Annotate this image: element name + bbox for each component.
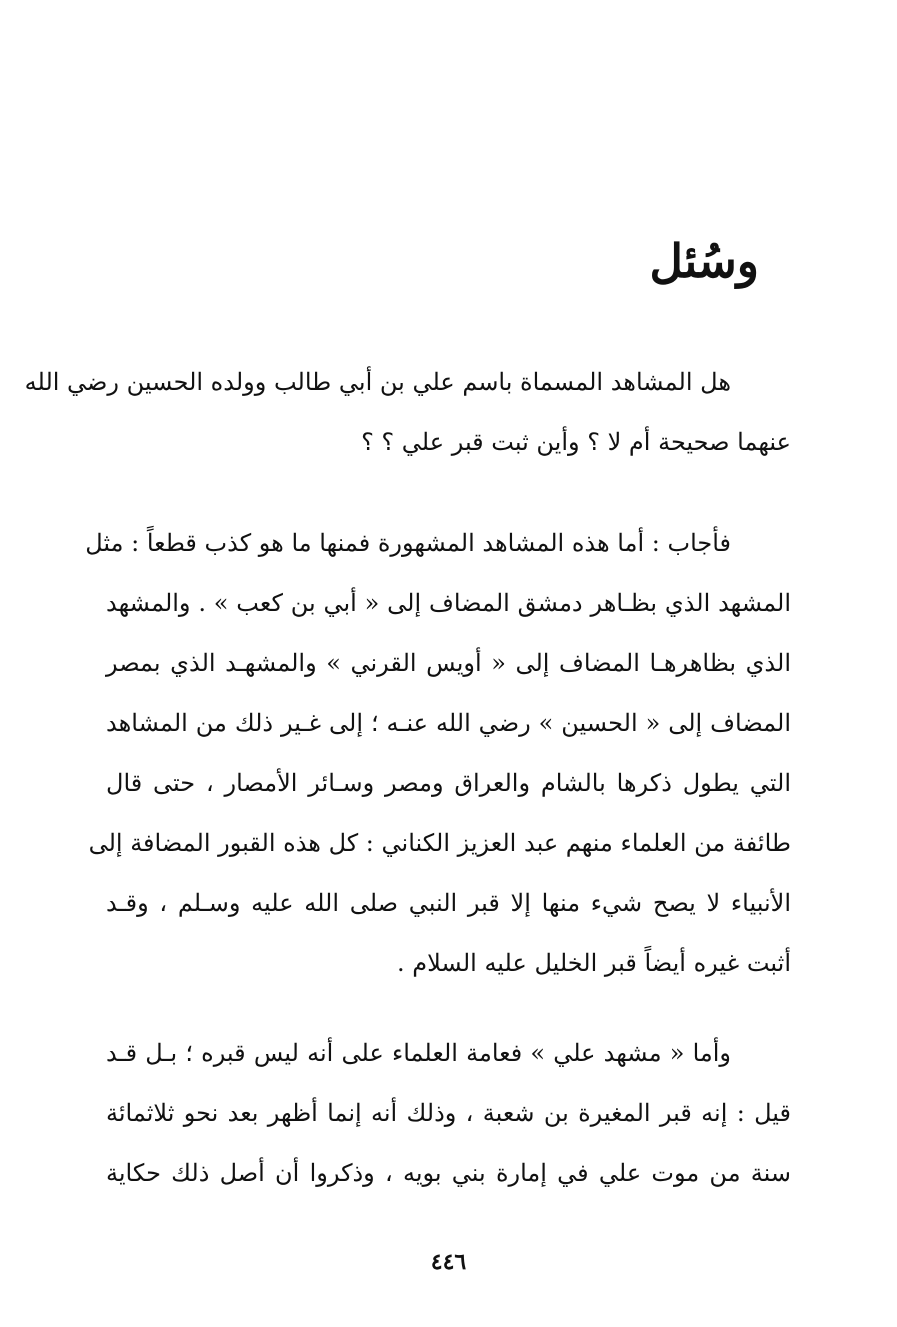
paragraph-line: وأما « مشهد علي » فعامة العلماء على أنه ليس قبره ؛ بـل قـد xyxy=(106,1039,731,1067)
question-line: عنهما صحيحة أم لا ؟ وأين ثبت قبر علي ؟ ؟ xyxy=(361,428,791,456)
ali-shrine-paragraph xyxy=(106,1023,791,1203)
answer-line: فأجاب : أما هذه المشاهد المشهورة فمنها ما هو كذب قطعاً : مثل xyxy=(85,529,731,557)
paragraph-line: سنة من موت علي في إمارة بني بويه ، وذكروا أن أصل ذلك حكاية xyxy=(106,1159,791,1187)
answer-line: أثبت غيره أيضاً قبر الخليل عليه السلام . xyxy=(396,949,791,977)
question-paragraph xyxy=(24,352,791,472)
section-heading: وسُئل xyxy=(649,234,759,288)
answer-line: الذي بظاهرهـا المضاف إلى « أويس القرني » والمشهـد الذي بمصر xyxy=(106,649,791,677)
answer-line: الأنبياء لا يصح شيء منها إلا قبر النبي صلى الله عليه وسـلم ، وقـد xyxy=(106,889,791,917)
answer-line: المضاف إلى « الحسين » رضي الله عنـه ؛ إلى غـير ذلك من المشاهد xyxy=(106,709,791,737)
paragraph-line: قيل : إنه قبر المغيرة بن شعبة ، وذلك أنه إنما أظهر بعد نحو ثلاثمائة xyxy=(106,1099,791,1127)
answer-line: المشهد الذي بظـاهر دمشق المضاف إلى « أبي بن كعب » . والمشهد xyxy=(106,589,791,617)
answer-line: التي يطول ذكرها بالشام والعراق ومصر وسـائر الأمصار ، حتى قال xyxy=(106,769,791,797)
page-number: ٤٤٦ xyxy=(430,1249,467,1275)
question-line: هل المشاهد المسماة باسم علي بن أبي طالب وولده الحسين رضي الله xyxy=(24,368,731,396)
answer-paragraph xyxy=(85,513,791,993)
answer-line: طائفة من العلماء منهم عبد العزيز الكناني : كل هذه القبور المضافة إلى xyxy=(88,829,791,857)
